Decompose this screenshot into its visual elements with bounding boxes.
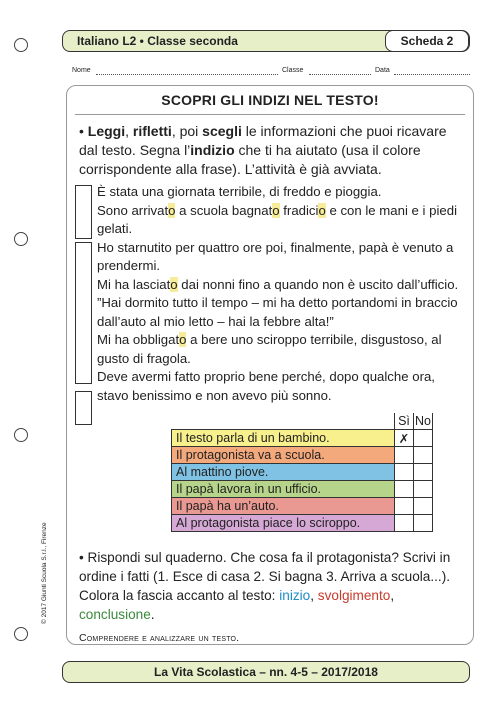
story-line: Deve avermi fatto proprio bene perché, dopo qualche ora, stavo benissimo e non avevo più sonno. [97,369,435,403]
statement-label: Al protagonista piace lo sciroppo. [172,515,395,532]
nome-label: Nome [72,67,91,74]
punch-hole-top [14,38,28,52]
bullet: • [79,123,84,139]
header-bar [62,30,470,52]
story-line: Mi ha lasciato dai nonni fino a quando non è uscito dall’ufficio. [97,276,459,292]
si-header: Sì [395,413,414,430]
scheda-label: Scheda 2 [385,30,469,52]
worksheet-heading: SCOPRI GLI INDIZI NEL TESTO! [161,92,379,108]
punch-hole-lower [14,428,28,442]
copyright-note: © 2017 Giunti Scuola S.r.l., Firenze [41,522,48,624]
si-checkbox[interactable] [395,447,414,464]
si-checkbox[interactable] [395,464,414,481]
classe-label: Classe [282,67,304,74]
clue-highlight: o [168,202,176,218]
no-checkbox[interactable] [414,515,433,532]
punch-hole-bottom [14,627,28,641]
no-checkbox[interactable] [414,481,433,498]
si-checkbox[interactable] [395,498,414,515]
story-line: ”Hai dormito tutto il tempo – mi ha detto portandomi in braccio dall’auto al mio letto – hai la febbre alta!” [97,295,458,329]
classe-field[interactable] [309,74,371,75]
si-checkbox[interactable] [395,515,414,532]
color-band-2[interactable] [75,242,92,384]
word-leggi: Leggi [87,123,126,139]
clue-highlight: o [272,202,280,218]
instructions: • Leggi, rifletti, poi scegli le informazioni che puoi ricavare dal testo. Segna l’indizio che ti ha aiutato (usa il colore corrispondente alla frase). L’attività è già avviata. [79,123,447,177]
no-checkbox[interactable] [414,430,433,447]
statement-label: Il papà ha un’auto. [172,498,395,515]
learning-objective: Comprendere e analizzare un testo. [79,632,240,644]
heading-divider [75,114,465,115]
statement-label: Il papà lavora in un ufficio. [172,481,395,498]
word-scegli: scegli [202,123,242,139]
statement-label: Il testo parla di un bambino. [172,430,395,447]
clue-highlight: o [179,332,187,347]
data-label: Data [375,67,390,74]
no-checkbox[interactable] [414,498,433,515]
story-text [97,183,467,405]
story-line: È stata una giornata terribile, di freddo e pioggia. [97,184,382,199]
header-title: Italiano L2 • Classe seconda [77,34,238,48]
no-checkbox[interactable] [414,447,433,464]
clue-highlight: o [170,276,178,292]
no-header: No [415,414,431,428]
word-conclusione: conclusione [79,607,151,622]
statement-row [172,481,433,498]
statement-row [172,515,433,532]
no-checkbox[interactable] [414,464,433,481]
story-line: Sono arrivato a scuola bagnato fradicio e con le mani e i piedi gelati. [97,202,457,236]
statement-row [172,464,433,481]
si-checkbox[interactable]: ✗ [395,430,414,447]
statement-row [172,447,433,464]
word-indizio: indizio [190,142,235,158]
punch-hole-middle [14,232,28,246]
nome-field[interactable] [96,74,278,75]
statements-table [171,413,433,532]
story-line: Ho starnutito per quattro ore poi, finalmente, papà è venuto a prendermi. [97,239,454,273]
word-svolgimento: svolgimento [317,588,391,603]
footer-bar: La Vita Scolastica – nn. 4-5 – 2017/2018 [62,661,470,683]
si-checkbox[interactable] [395,481,414,498]
color-band-1[interactable] [75,185,92,239]
word-inizio: inizio [279,588,311,603]
color-band-3[interactable] [75,391,92,425]
data-field[interactable] [394,74,470,75]
worksheet-card [66,85,474,645]
statement-row [172,430,433,447]
statement-row [172,498,433,515]
statement-label: Il protagonista va a scuola. [172,447,395,464]
statement-label: Al mattino piove. [172,464,395,481]
clue-highlight: o [318,202,326,218]
bullet: • [79,550,84,565]
second-task: • Rispondi sul quaderno. Che cosa fa il protagonista? Scrivi in ordine i fatti (1. Esce di casa 2. Si bagna 3. Arriva a scuola...). Colora la fascia accanto al testo: inizio, svolgimento, conclusione. [79,550,451,622]
story-line: Mi ha obbligato a bere uno sciroppo terribile, disgustoso, al gusto di fragola. [97,332,442,366]
word-rifletti: rifletti [132,123,172,139]
